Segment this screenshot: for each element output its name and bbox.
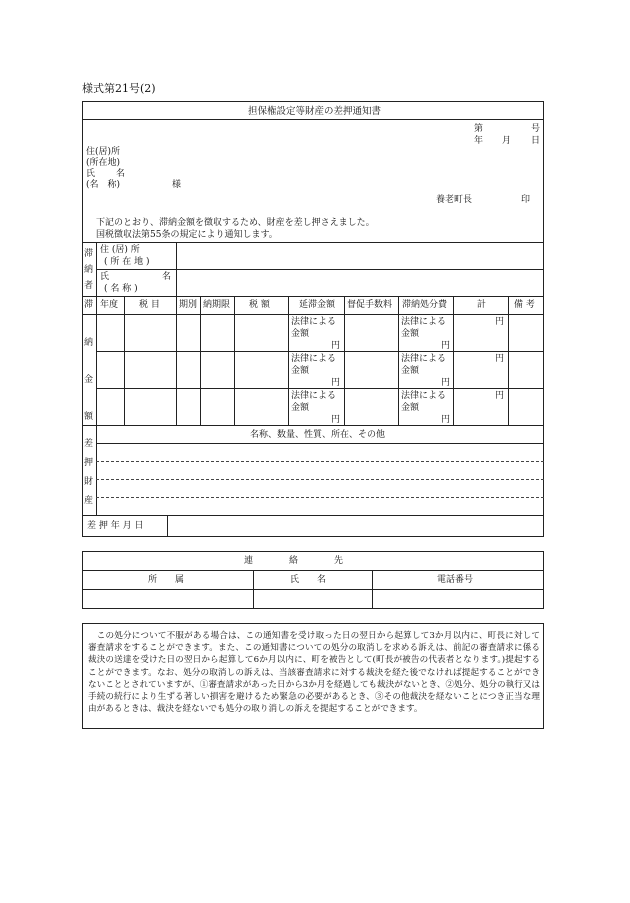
addressee-address-label: 住(居)所 (86, 147, 121, 157)
yen-disp-3: 円 (441, 415, 451, 425)
seized-side-2: 押 (84, 458, 94, 468)
contact-phone: 電話番号 (437, 575, 474, 585)
col-disposition-cost: 滞納処分費 (402, 300, 448, 310)
date-year: 年 (474, 136, 484, 146)
seizure-date-label: 差 押 年 月 日 (87, 521, 144, 531)
contact-title: 連 絡 先 (244, 556, 344, 566)
contact-dept: 所 属 (148, 575, 185, 585)
delinquent-side-2: 納 (84, 265, 94, 275)
addressee-name-label-1: 氏 (86, 169, 96, 179)
yen-total-2: 円 (495, 354, 505, 364)
legal-text-late-3: 法律による (291, 391, 337, 401)
col-tax-item: 税 目 (139, 300, 160, 310)
form-number: 様式第21号(2) (82, 82, 156, 95)
contact-name: 氏 名 (290, 575, 327, 585)
seized-side-4: 産 (84, 496, 94, 506)
legal-amount-late-2: 金額 (291, 366, 310, 376)
legal-text-disp-3: 法律による (401, 391, 447, 401)
amount-side-2: 納 (84, 338, 94, 348)
addressee-name-label-2: 名 (116, 169, 126, 179)
date-month: 月 (502, 136, 512, 146)
form-title: 担保権設定等財産の差押通知書 (248, 106, 382, 117)
yen-total-3: 円 (495, 391, 505, 401)
date-day: 日 (531, 136, 541, 146)
col-due-date: 納期限 (203, 300, 231, 310)
addressee-name-sub: (名 称) (86, 180, 121, 190)
seized-side-3: 財 (84, 477, 94, 487)
col-tax-amount: 税 額 (249, 300, 270, 310)
col-remarks: 備 考 (514, 300, 535, 310)
delinquent-name-label-1: 氏 (100, 272, 110, 282)
col-year: 年度 (100, 300, 119, 310)
appeal-notice-text: この処分について不服がある場合は、この通知書を受け取った日の翌日から起算して3か月以内に、町長に対して審査請求をすることができます。また、この通知書についての処分の取消しを求める訴えは、前記の審査請求に係る裁決の送達を受けた日の翌日から起算して6か月以内に、町を被告として(町長が被告の代表者となります。)提起することができます。なお、処分の取消しの訴えは、当該審査請求に対する裁決を経た後でなければ提起することができないこととされていますが、①審査請求があった日から3か月を経過しても裁決がないとき、②処分、処分の執行又は手続の続行により生ずる著しい損害を避けるため緊急の必要があるとき、③その他裁決を経ないことにつき正当な理由があるときは、裁決を経ないでも処分の取り消しの訴えを提起することができます。 (88, 631, 540, 715)
legal-amount-late-3: 金額 (291, 403, 310, 413)
delinquent-side-3: 者 (84, 281, 94, 291)
legal-amount-late-1: 金額 (291, 329, 310, 339)
col-total: 計 (477, 300, 487, 310)
issuer-name: 養老町長 (436, 195, 473, 205)
amount-side-3: 金 (84, 375, 94, 385)
seized-side-1: 差 (84, 439, 94, 449)
delinquent-name-sub: ( 名 称 ) (104, 284, 138, 294)
legal-text-disp-2: 法律による (401, 354, 447, 364)
addressee-address-sub: (所在地) (86, 158, 121, 168)
yen-late-1: 円 (331, 341, 341, 351)
col-late-fee: 延滞金額 (299, 300, 336, 310)
col-period: 期別 (179, 300, 198, 310)
legal-text-late-1: 法律による (291, 317, 337, 327)
delinquent-address-sub: ( 所 在 地 ) (104, 257, 150, 267)
yen-late-3: 円 (331, 415, 341, 425)
yen-late-2: 円 (331, 378, 341, 388)
number-label: 第 (474, 124, 484, 134)
issuer-seal: 印 (521, 195, 531, 205)
legal-text-disp-1: 法律による (401, 317, 447, 327)
delinquent-address-label: 住 (居) 所 (100, 245, 140, 255)
legal-amount-disp-2: 金額 (401, 366, 420, 376)
delinquent-side-1: 滞 (84, 249, 94, 259)
legal-amount-disp-1: 金額 (401, 329, 420, 339)
amount-side-1: 滞 (84, 300, 94, 310)
addressee-honorific: 様 (172, 180, 182, 190)
legal-amount-disp-3: 金額 (401, 403, 420, 413)
seized-header: 名称、数量、性質、所在、その他 (250, 430, 386, 440)
body-line-2: 国税徴収法第55条の規定により通知します。 (96, 230, 278, 240)
amount-side-4: 額 (84, 412, 94, 422)
number-suffix: 号 (531, 124, 541, 134)
yen-disp-2: 円 (441, 378, 451, 388)
yen-disp-1: 円 (441, 341, 451, 351)
legal-text-late-2: 法律による (291, 354, 337, 364)
col-reminder-fee: 督促手数料 (347, 300, 393, 310)
delinquent-name-label-2: 名 (162, 272, 172, 282)
yen-total-1: 円 (495, 317, 505, 327)
body-line-1: 下記のとおり、滞納金額を徴収するため、財産を差し押さえました。 (96, 218, 375, 228)
